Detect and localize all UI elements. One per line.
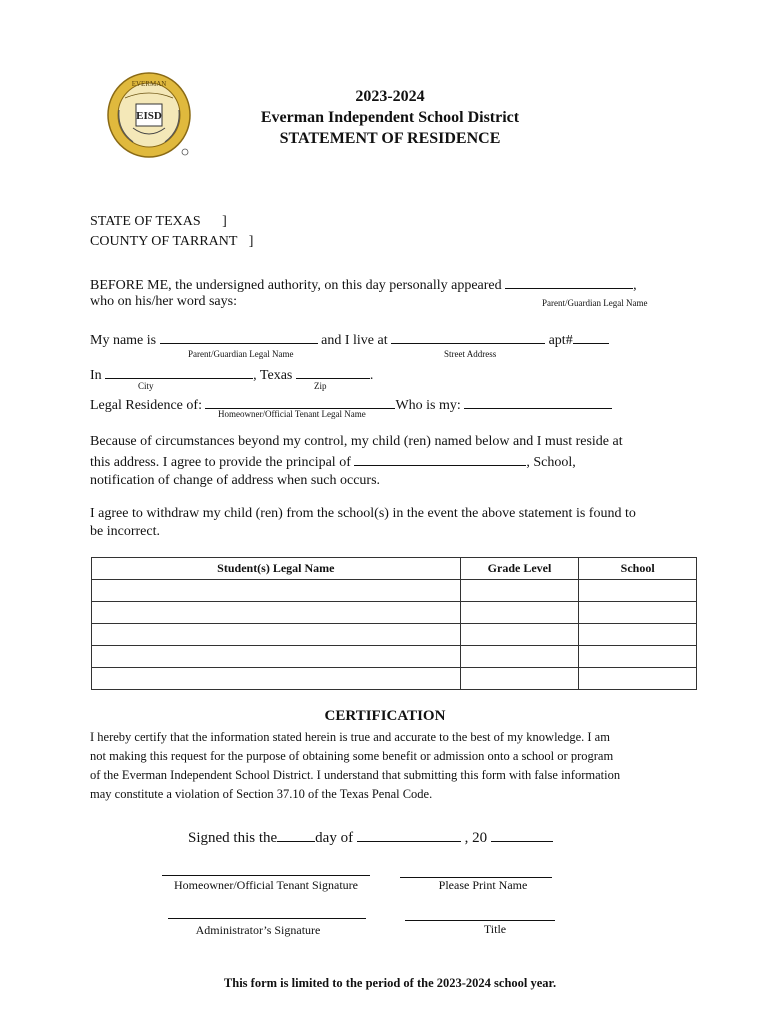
student-table bbox=[91, 557, 697, 690]
school-cell[interactable] bbox=[579, 646, 697, 668]
grade-cell[interactable] bbox=[460, 602, 579, 624]
seal-top-text: EVERMAN bbox=[131, 80, 167, 88]
signed-prefix: Signed this the bbox=[188, 830, 278, 846]
street-caption: Street Address bbox=[444, 349, 497, 359]
student-name-cell[interactable] bbox=[92, 580, 461, 602]
col-school: School bbox=[579, 558, 697, 580]
principal-text: this address. I agree to provide the principal of bbox=[90, 455, 351, 470]
word-says-line bbox=[90, 293, 237, 311]
form-title: STATEMENT OF RESIDENCE bbox=[279, 130, 501, 147]
certification-line-2: not making this request for the purpose of obtaining some benefit or admission onto a school or program bbox=[90, 749, 614, 763]
withdraw-line-2: be incorrect. bbox=[90, 524, 160, 539]
table-row bbox=[92, 646, 697, 668]
signed-line bbox=[188, 825, 553, 847]
street-address-field[interactable] bbox=[391, 329, 545, 344]
district-seal bbox=[103, 70, 199, 160]
table-row bbox=[92, 624, 697, 646]
city-caption: City bbox=[138, 381, 154, 391]
apt-label: apt# bbox=[548, 333, 573, 348]
student-name-cell[interactable] bbox=[92, 624, 461, 646]
certification-heading: CERTIFICATION bbox=[324, 708, 446, 724]
school-cell[interactable] bbox=[579, 580, 697, 602]
student-name-cell[interactable] bbox=[92, 646, 461, 668]
student-name-cell[interactable] bbox=[92, 602, 461, 624]
legal-residence-label: Legal Residence of: bbox=[90, 398, 202, 413]
city-field[interactable] bbox=[105, 364, 253, 379]
form-year: 2023-2024 bbox=[355, 88, 425, 105]
administrator-signature-line[interactable] bbox=[168, 918, 366, 919]
school-name-field[interactable] bbox=[354, 451, 526, 466]
before-me-text: BEFORE ME, the undersigned authority, on this day personally appeared bbox=[90, 278, 502, 293]
homeowner-caption: Homeowner/Official Tenant Legal Name bbox=[218, 409, 366, 419]
school-cell[interactable] bbox=[579, 602, 697, 624]
signed-day-field[interactable] bbox=[277, 825, 315, 842]
title-label: Title bbox=[483, 922, 507, 936]
state-bracket: ] bbox=[222, 214, 227, 229]
before-me-line bbox=[90, 274, 700, 295]
appeared-name-field[interactable] bbox=[505, 274, 633, 289]
table-row bbox=[92, 580, 697, 602]
table-row bbox=[92, 668, 697, 690]
withdraw-paragraph bbox=[90, 505, 700, 541]
print-name-label: Please Print Name bbox=[438, 878, 528, 892]
title-line[interactable] bbox=[405, 920, 555, 921]
grade-cell[interactable] bbox=[460, 646, 579, 668]
name-prefix: My name is bbox=[90, 333, 157, 348]
zip-caption: Zip bbox=[314, 381, 327, 391]
venue-county bbox=[90, 233, 253, 251]
venue-state bbox=[90, 213, 227, 231]
apt-field[interactable] bbox=[573, 329, 609, 344]
city-line bbox=[90, 364, 373, 385]
title-block bbox=[200, 86, 580, 149]
appeared-caption: Parent/Guardian Legal Name bbox=[542, 298, 648, 308]
signed-year-field[interactable] bbox=[491, 825, 553, 842]
student-table-header bbox=[92, 558, 697, 580]
circumstances-line-1: Because of circumstances beyond my control, my child (ren) named below and I must reside at bbox=[90, 434, 623, 449]
seal-center-text: EISD bbox=[136, 110, 162, 122]
school-cell[interactable] bbox=[579, 624, 697, 646]
homeowner-signature-label: Homeowner/Official Tenant Signature bbox=[174, 878, 358, 892]
administrator-signature-label: Administrator’s Signature bbox=[195, 923, 321, 937]
homeowner-signature-line[interactable] bbox=[162, 875, 370, 876]
zip-field[interactable] bbox=[296, 364, 370, 379]
name-line bbox=[90, 329, 609, 350]
county-label: COUNTY OF TARRANT bbox=[90, 234, 238, 249]
withdraw-line-1: I agree to withdraw my child (ren) from the school(s) in the event the above statement is found to bbox=[90, 506, 636, 521]
circumstances-line-2 bbox=[90, 451, 700, 472]
signed-month-field[interactable] bbox=[357, 825, 461, 842]
parent-name-caption: Parent/Guardian Legal Name bbox=[188, 349, 294, 359]
district-name: Everman Independent School District bbox=[260, 109, 520, 126]
word-says-text: who on his/her word says: bbox=[90, 294, 237, 309]
col-student-name: Student(s) Legal Name bbox=[92, 558, 461, 580]
student-table-body bbox=[92, 580, 697, 690]
homeowner-name-field[interactable] bbox=[205, 394, 395, 409]
certification-line-3: of the Everman Independent School District. I understand that submitting this form with false information bbox=[90, 768, 621, 782]
year-prefix: , 20 bbox=[464, 830, 488, 846]
col-grade-level: Grade Level bbox=[460, 558, 579, 580]
before-me-comma: , bbox=[633, 278, 637, 293]
state-label: STATE OF TEXAS bbox=[90, 214, 201, 229]
grade-cell[interactable] bbox=[460, 624, 579, 646]
county-bracket: ] bbox=[248, 234, 254, 249]
circumstances-line-3: notification of change of address when such occurs. bbox=[90, 473, 381, 488]
circumstances-paragraph bbox=[90, 433, 700, 490]
grade-cell[interactable] bbox=[460, 580, 579, 602]
table-row bbox=[92, 602, 697, 624]
certification-line-4: may constitute a violation of Section 37.10 of the Texas Penal Code. bbox=[90, 787, 433, 801]
district-seal-graphic bbox=[103, 70, 199, 160]
parent-name-field[interactable] bbox=[160, 329, 318, 344]
texas-label: , Texas bbox=[253, 368, 293, 383]
grade-cell[interactable] bbox=[460, 668, 579, 690]
certification-line-1: I hereby certify that the information stated herein is true and accurate to the best of my knowledge. I am bbox=[90, 730, 610, 744]
city-prefix: In bbox=[90, 368, 102, 383]
relationship-field[interactable] bbox=[464, 394, 612, 409]
who-is-my-label: Who is my: bbox=[395, 398, 461, 413]
footer-note: This form is limited to the period of the 2023-2024 school year. bbox=[223, 976, 557, 990]
certification-text bbox=[90, 728, 690, 804]
student-name-cell[interactable] bbox=[92, 668, 461, 690]
live-at-text: and I live at bbox=[321, 333, 388, 348]
school-cell[interactable] bbox=[579, 668, 697, 690]
day-of-label: day of bbox=[315, 830, 354, 846]
school-suffix: , School, bbox=[526, 455, 576, 470]
city-period: . bbox=[369, 368, 374, 383]
